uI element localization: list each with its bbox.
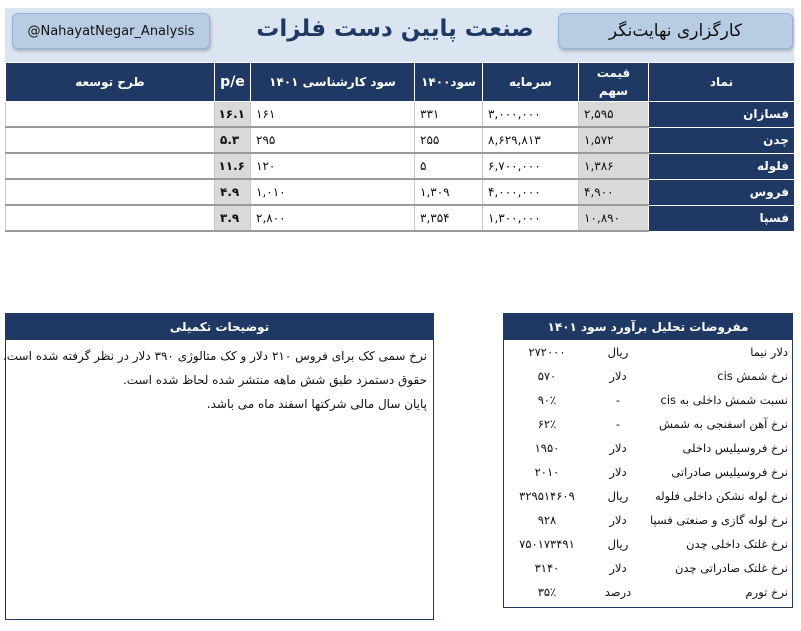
cell-plan — [6, 102, 215, 128]
col-header-plan: طرح توسعه — [6, 63, 215, 102]
cell-plan — [6, 179, 215, 205]
assumption-unit: دلار — [609, 561, 627, 575]
cell-profit-1400: ۲۵۵ — [415, 127, 483, 153]
cell-symbol: فلوله — [649, 153, 795, 179]
assumption-unit: دلار — [609, 369, 627, 383]
assumption-value: ۲۰۱۰ — [534, 465, 560, 479]
assumption-label: نرخ لوله نشکن داخلی فلوله — [654, 489, 788, 503]
assumption-row — [504, 556, 792, 580]
assumption-unit: دلار — [609, 513, 627, 527]
cell-profit-1401: ۱۲۰ — [251, 153, 415, 179]
page-title: صنعت پایین دست فلزات — [256, 16, 534, 42]
notes-body — [2, 340, 433, 420]
cell-capital: ۴,۰۰۰,۰۰۰ — [483, 179, 579, 205]
cell-symbol: فسپا — [649, 205, 795, 231]
assumption-value: ۹۲۸ — [537, 513, 557, 527]
table-row — [6, 127, 795, 153]
assumption-label: نسبت شمش داخلی به cis — [660, 393, 788, 407]
table-row — [6, 179, 795, 205]
note-line: نرخ سمی کک برای فروس ۲۱۰ دلار و کک متالوژی ۳۹۰ دلار در نظر گرفته شده است. — [2, 349, 427, 363]
table-row — [6, 205, 795, 231]
assumption-row — [504, 508, 792, 532]
assumption-value: ۳۲۹۵۱۴۶۰۹ — [519, 489, 575, 503]
col-header-symbol: نماد — [649, 63, 795, 102]
handle-label: @NahayatNegar_Analysis — [12, 13, 210, 49]
assumption-row — [504, 340, 792, 364]
cell-price: ۱,۳۸۶ — [579, 153, 649, 179]
table-row — [6, 102, 795, 128]
assumptions-table — [504, 340, 792, 604]
assumption-unit: دلار — [609, 441, 627, 455]
cell-pe: ۴.۹ — [215, 179, 251, 205]
brand-label: کارگزاری نهایت‌نگر — [558, 13, 793, 49]
assumption-label: دلار نیما — [750, 345, 788, 359]
col-header-price: قیمت سهم — [579, 63, 649, 102]
cell-profit-1400: ۳,۳۵۴ — [415, 205, 483, 231]
assumption-value: ۲۷۲۰۰۰ — [528, 345, 566, 359]
cell-capital: ۶,۷۰۰,۰۰۰ — [483, 153, 579, 179]
cell-price: ۱۰,۸۹۰ — [579, 205, 649, 231]
assumption-value: ۷۵۰۱۷۳۴۹۱ — [519, 537, 575, 551]
assumption-row — [504, 412, 792, 436]
assumptions-title: مفروضات تحلیل برآورد سود ۱۴۰۱ — [504, 314, 792, 340]
cell-price: ۱,۵۷۲ — [579, 127, 649, 153]
cell-price: ۲,۵۹۵ — [579, 102, 649, 128]
note-line: پایان سال مالی شرکتها اسفند ماه می باشد. — [206, 397, 427, 411]
assumptions-panel — [503, 313, 793, 608]
assumption-unit: دلار — [609, 465, 627, 479]
col-header-pe: p/e — [215, 63, 251, 102]
col-header-profit-1401: سود کارشناسی ۱۴۰۱ — [251, 63, 415, 102]
assumption-value: ۶۲٪ — [537, 417, 557, 431]
cell-profit-1401: ۱۶۱ — [251, 102, 415, 128]
assumption-label: نرخ آهن اسفنجی به شمش — [658, 417, 788, 431]
assumption-label: نرخ شمش cis — [717, 369, 788, 383]
assumption-value: ۹۰٪ — [537, 393, 557, 407]
assumption-row — [504, 436, 792, 460]
assumption-label: نرخ فروسیلیس داخلی — [682, 441, 788, 455]
assumption-row — [504, 532, 792, 556]
cell-pe: ۳.۹ — [215, 205, 251, 231]
cell-symbol: فروس — [649, 179, 795, 205]
cell-symbol: چدن — [649, 127, 795, 153]
table-row — [6, 153, 795, 179]
assumption-row — [504, 484, 792, 508]
cell-pe: ۵.۳ — [215, 127, 251, 153]
cell-plan — [6, 153, 215, 179]
assumption-unit: - — [615, 417, 621, 431]
cell-profit-1400: ۵ — [415, 153, 483, 179]
cell-profit-1400: ۳۳۱ — [415, 102, 483, 128]
cell-profit-1400: ۱,۳۰۹ — [415, 179, 483, 205]
col-header-profit-1400: سود۱۴۰۰ — [415, 63, 483, 102]
cell-profit-1401: ۱,۰۱۰ — [251, 179, 415, 205]
note-line: حقوق دستمزد طبق شش ماهه منتشر شده لحاظ شده است. — [122, 373, 427, 387]
cell-capital: ۸,۶۲۹,۸۱۳ — [483, 127, 579, 153]
stocks-table — [5, 62, 795, 232]
assumption-unit: ریال — [607, 489, 629, 503]
assumption-unit: - — [615, 393, 621, 407]
assumption-value: ۵۷۰ — [537, 369, 557, 383]
assumption-value: ۱۹۵۰ — [534, 441, 560, 455]
cell-symbol: فسازان — [649, 102, 795, 128]
cell-pe: ۱۶.۱ — [215, 102, 251, 128]
assumption-label: نرخ لوله گازی و صنعتی فسپا — [649, 513, 788, 527]
assumption-row — [504, 388, 792, 412]
cell-price: ۴,۹۰۰ — [579, 179, 649, 205]
cell-plan — [6, 205, 215, 231]
assumption-value: ۳۵٪ — [537, 585, 557, 599]
assumption-label: نرخ غلتک داخلی چدن — [686, 537, 788, 551]
cell-profit-1401: ۲۹۵ — [251, 127, 415, 153]
assumption-row — [504, 580, 792, 604]
cell-profit-1401: ۲,۸۰۰ — [251, 205, 415, 231]
assumption-label: نرخ غلتک صادراتی چدن — [674, 561, 788, 575]
assumption-row — [504, 460, 792, 484]
assumption-row — [504, 364, 792, 388]
assumption-label: نرخ فروسیلیس صادراتی — [671, 465, 788, 479]
assumption-unit: درصد — [604, 585, 632, 599]
cell-pe: ۱۱.۶ — [215, 153, 251, 179]
assumption-unit: ریال — [607, 537, 629, 551]
assumption-unit: ریال — [607, 345, 629, 359]
col-header-capital: سرمایه — [483, 63, 579, 102]
notes-panel — [2, 313, 434, 620]
notes-title: توضیحات تکمیلی — [6, 314, 433, 340]
cell-capital: ۱,۳۰۰,۰۰۰ — [483, 205, 579, 231]
cell-plan — [6, 127, 215, 153]
cell-capital: ۳,۰۰۰,۰۰۰ — [483, 102, 579, 128]
assumption-value: ۳۱۴۰ — [534, 561, 560, 575]
assumption-label: نرخ تورم — [745, 585, 788, 599]
